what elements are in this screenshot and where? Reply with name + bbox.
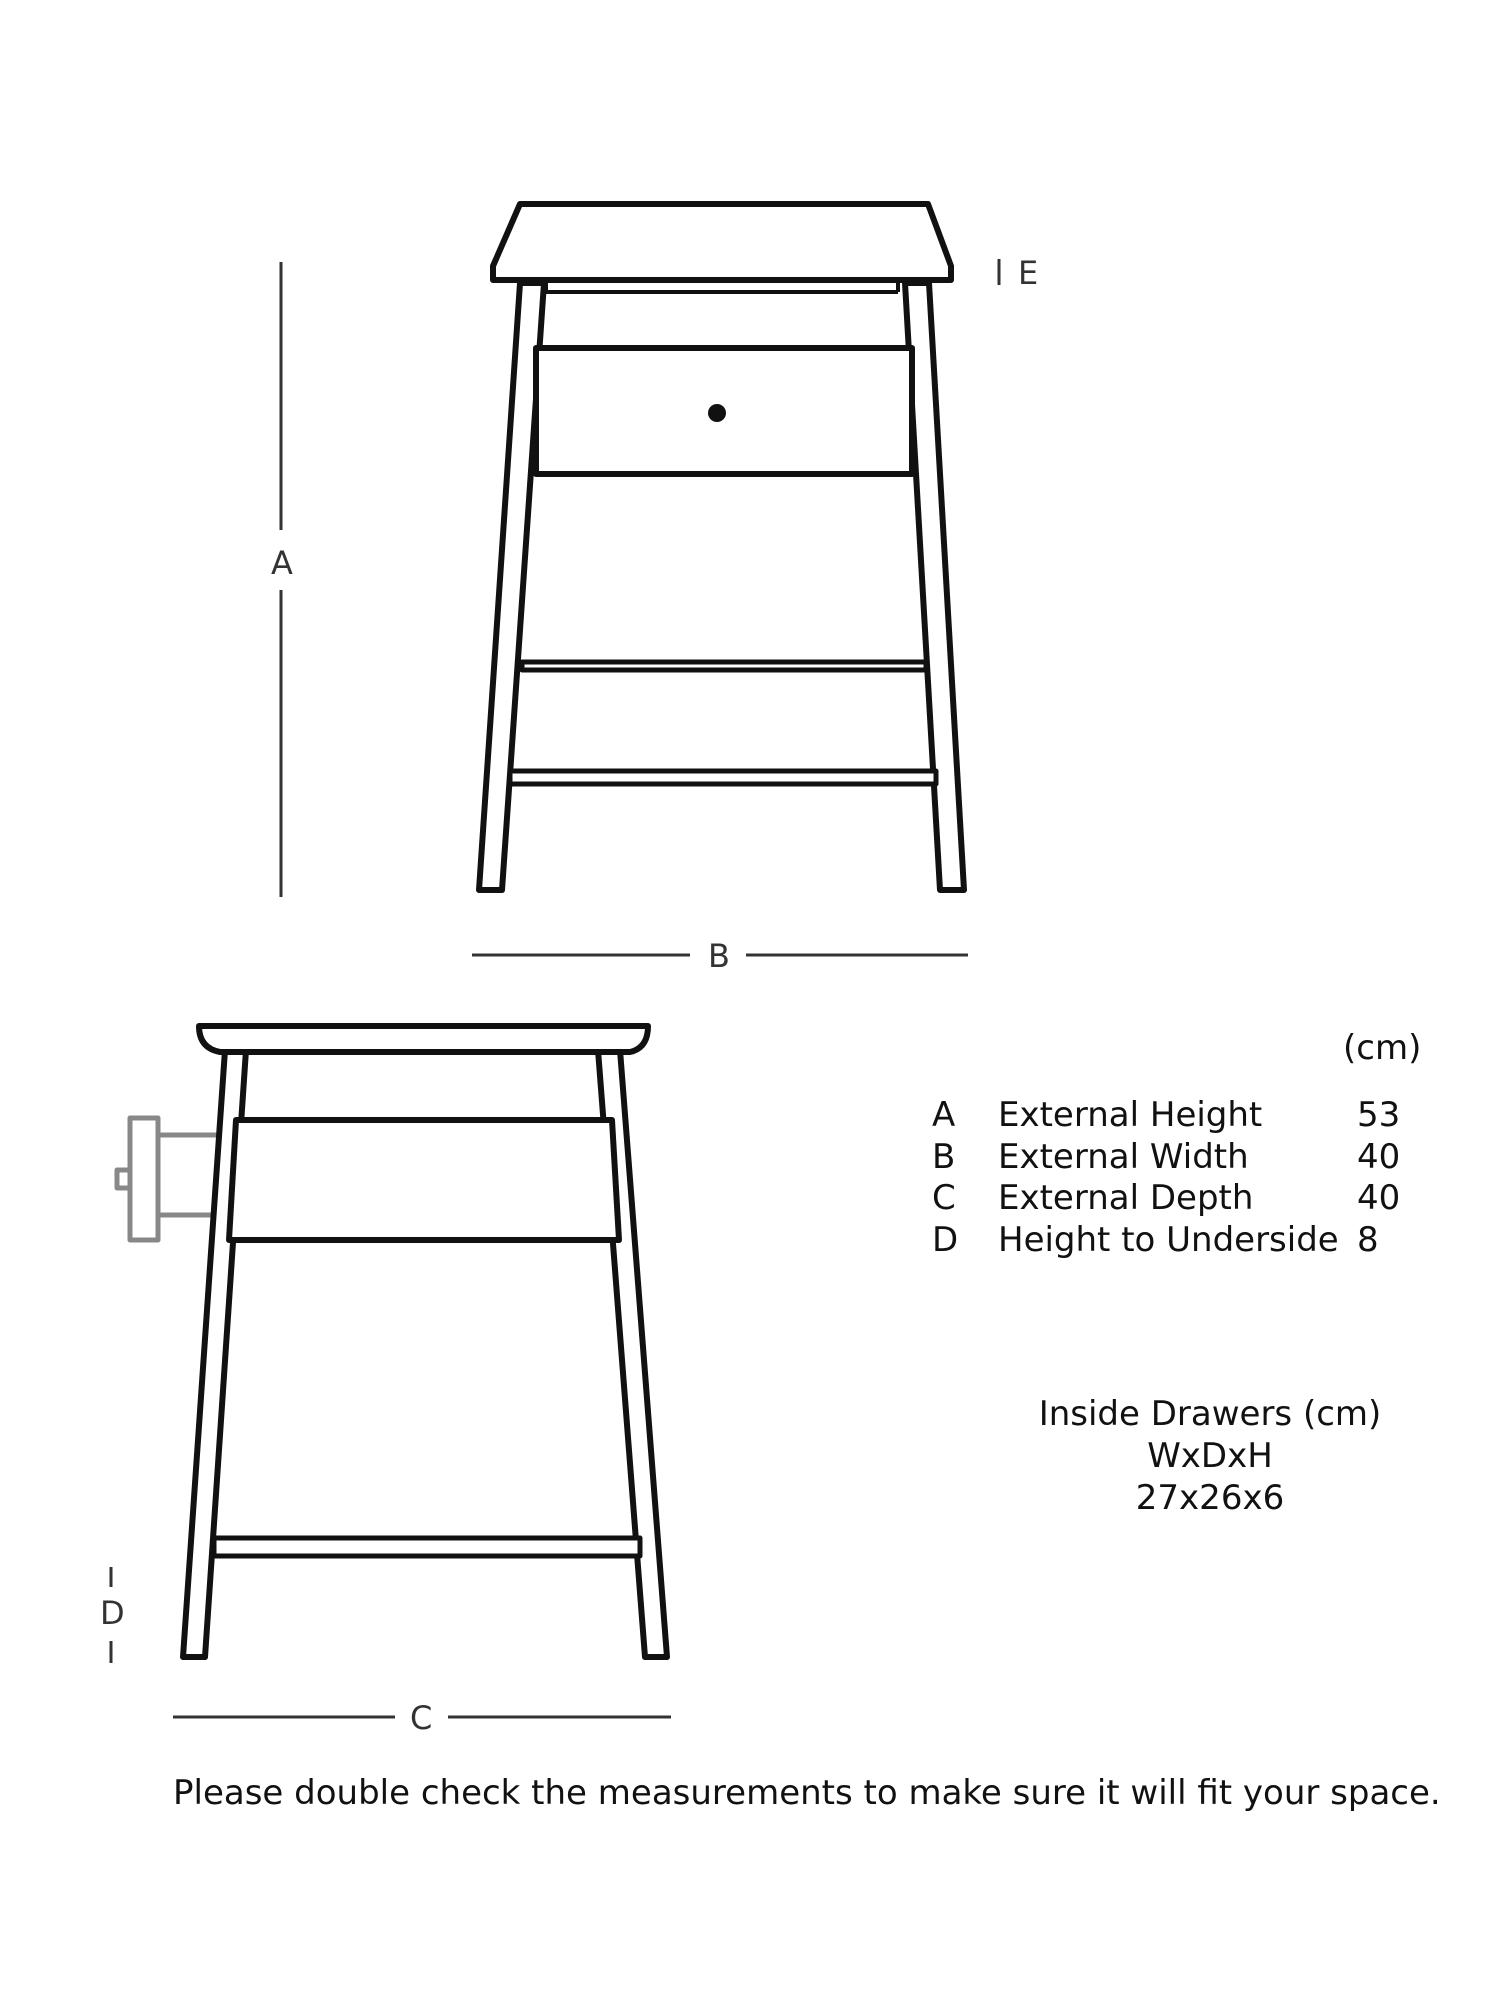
dimension-label-b: B — [708, 937, 730, 975]
spec-value-b: 40 — [1357, 1137, 1401, 1177]
spec-value-d: 8 — [1357, 1220, 1379, 1260]
dimension-label-c: C — [410, 1699, 433, 1737]
drawer-knob-icon — [708, 404, 726, 422]
front-view — [479, 204, 964, 890]
dimension-label-d: D — [100, 1594, 125, 1632]
spec-letter-c: C — [932, 1178, 956, 1218]
spec-letter-b: B — [932, 1137, 956, 1177]
dimension-label-a: A — [271, 544, 293, 582]
inside-drawers-title: Inside Drawers (cm) — [1038, 1394, 1382, 1434]
spec-name-a: External Height — [998, 1095, 1263, 1135]
spec-letter-d: D — [932, 1220, 959, 1260]
spec-name-d: Height to Underside — [998, 1220, 1339, 1260]
front-rail-lower — [510, 771, 936, 784]
spec-name-c: External Depth — [998, 1178, 1254, 1218]
side-rail — [214, 1538, 640, 1556]
spec-value-c: 40 — [1357, 1178, 1401, 1218]
inside-drawers-dims: 27x26x6 — [1135, 1478, 1285, 1518]
unit-header: (cm) — [1343, 1028, 1422, 1068]
side-top — [199, 1026, 648, 1052]
spec-name-b: External Width — [998, 1137, 1249, 1177]
front-rail-upper — [522, 662, 926, 670]
front-top — [493, 204, 951, 280]
spec-value-a: 53 — [1357, 1095, 1401, 1135]
inside-drawers-format: WxDxH — [1147, 1436, 1273, 1476]
fit-note: Please double check the measurements to make sure it will fit your space. — [173, 1773, 1441, 1813]
side-view — [117, 1026, 667, 1657]
side-drawer — [229, 1120, 619, 1240]
inside-drawers-block — [1000, 1393, 1420, 1519]
spec-letter-a: A — [932, 1095, 956, 1135]
dimension-label-e: E — [1018, 254, 1039, 292]
